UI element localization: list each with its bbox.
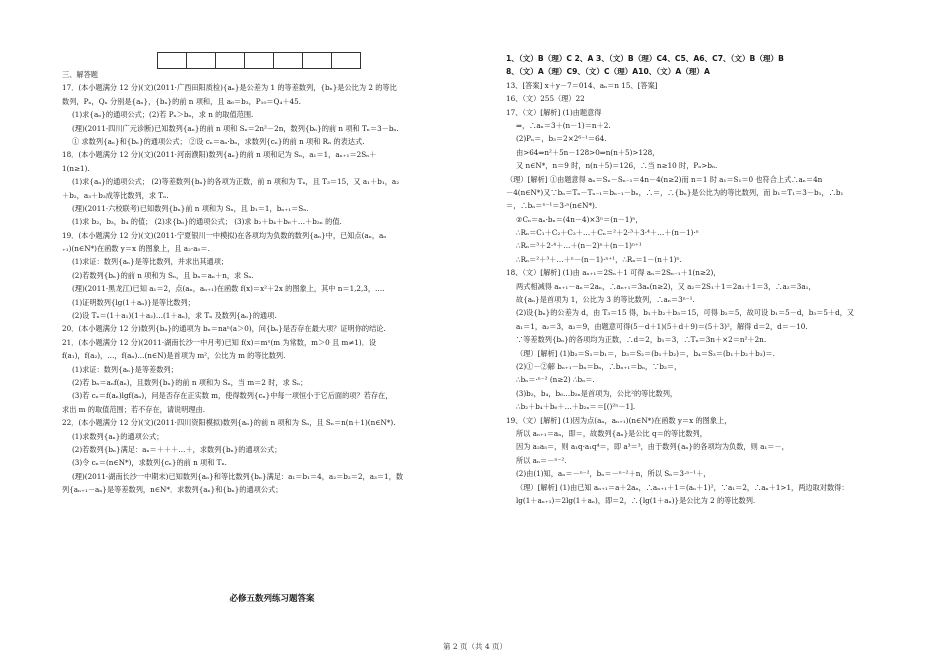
answers-title: 必修五数列练习题答案 xyxy=(229,594,315,604)
text-line: (2)若数列{bₙ}满足：aₙ＝＋＋＋…＋，求数列{bₙ}的通项公式； xyxy=(72,444,282,454)
text-line: ① 求数列{aₙ}和{bₙ}的通项公式； ②设 cₙ＝aₙ·bₙ，求数列{cₙ}的前 n 项和 Rₙ 的表达式. xyxy=(72,136,365,146)
text-line: (2)设 Tₙ＝(1＋a₁)(1＋a₂)…(1＋aₙ)，求 Tₙ 及数列{aₙ}的通项. xyxy=(72,311,277,321)
text-line: (3)b₂，b₄，b₆…b₂ₙ是首项为，公比²的等比数列， xyxy=(516,388,678,398)
answer-list xyxy=(506,52,916,507)
text-line: (1)求数列{aₙ}的通项公式； xyxy=(72,431,164,441)
text-line: ⇒，∴aₙ＝3＋(n－1)＝n＋2. xyxy=(516,120,611,130)
text-line: ②Cₙ＝aₙ·bₙ＝(4n－4)×3ⁿ＝(n－1)ⁿ， xyxy=(516,214,643,224)
text-line: 所以 aₙ₊₁＝aₙ，即＝，故数列{aₙ}是公比 q＝的等比数列， xyxy=(516,428,707,438)
text-line: 19、（文）[解析] (1)因为点(aₙ，aₙ₊₁)(n∈N*)在函数 y＝x 的图象上， xyxy=(506,415,732,425)
text-line: (2)设{bₙ}的公差为 d，由 T₃＝15 得，b₁＋b₂＋b₃＝15，可得 b₂＝5，故可设 b₁＝5－d，b₃＝5＋d，又 xyxy=(516,308,855,318)
text-line: ∴Rₙ＝²＋³＋…＋ⁿ－(n－1)·ⁿ⁺¹，∴Rₙ＝1－(n＋1)ⁿ. xyxy=(516,254,682,264)
left-column xyxy=(62,68,482,497)
text-line: (1)求证：数列{aₙ}是等差数列； xyxy=(72,364,178,374)
text-line: 20．(本小题满分 12 分)数列{bₙ}的通项为 bₙ＝naⁿ(a＞0)，问{bₙ}是否存在最大项？证明你的结论. xyxy=(62,324,386,334)
text-line: ∴bₙ＝·ⁿ⁻² (n≥2) ∴bₙ＝. xyxy=(516,375,595,385)
answer-cell xyxy=(332,53,361,69)
text-line: (2)Pₙ＝，b₃＝2×2⁶⁻¹＝64. xyxy=(516,134,607,144)
text-line: (理)(2011·六校联考)已知数列{bₙ}前 n 项和为 Sₙ，且 b₁＝1，bₙ₊₁＝Sₙ. xyxy=(72,203,309,213)
text-line: 17、（文）[解析] (1)由题意得 xyxy=(506,107,602,117)
answer-cell xyxy=(216,53,245,69)
text-line: a₁＝1，a₂＝3，a₃＝9，由题意可得(5－d＋1)(5＋d＋9)＝(5＋3)²，解得 d＝2，d＝－10. xyxy=(516,321,808,331)
text-line: ∴Rₙ＝³＋2·⁴＋…＋(n－2)ⁿ＋(n－1)ⁿ⁺¹ xyxy=(516,241,642,251)
text-line: (1)证明数列{lg(1＋aₙ)}是等比数列； xyxy=(72,297,195,307)
text-line: (2)①－②解 bₙ₊₁－bₙ＝bₙ，∴bₙ₊₁＝bₙ，∵b₂＝， xyxy=(516,361,682,371)
text-line: ∵等差数列{bₙ}的各项均为正数，∴d＝2，b₁＝3，∴Tₙ＝3n＋×2＝n²＋2n. xyxy=(516,335,767,345)
text-line: 又 n∈N*，n＝9 时，n(n＋5)＝126，∴当 n≥10 时，Pₙ>bₙ. xyxy=(516,161,718,171)
text-line: ∴b₂＋b₄＋b₆＋…＋b₂ₙ＝＝[()²ⁿ－1]. xyxy=(516,402,636,412)
text-line: 21．(本小题满分 12 分)(2011·湖南长沙一中月考)已知 f(x)＝mˣ(m 为常数，m＞0 且 m≠1)．设 xyxy=(62,337,377,347)
text-line: (2)若 bₙ＝aₙf(aₙ)，且数列{bₙ}的前 n 项和为 Sₙ，当 m＝2 时，求 Sₙ； xyxy=(72,377,308,387)
answer-cell xyxy=(158,53,187,69)
text-line: f(a₁)，f(a₂)，…，f(aₙ)…(n∈N)是首项为 m²，公比为 m 的等比数列. xyxy=(62,351,286,361)
section-heading: 三、解答题 xyxy=(62,70,98,79)
text-line: 1、（文）B（理）C 2、A 3、（文）B（理）C4、C5、A6、C7、（文）B（理）B xyxy=(506,54,784,63)
text-line: (1)求{aₙ}的通项公式；(2)若 Pₙ＞bₙ，求 n 的取值范围. xyxy=(72,110,254,120)
text-line: 数列，Pₙ，Qₙ 分别是{aₙ}，{bₙ}的前 n 项和，且 a₆＝b₃，P₁₀＝Q₄＋45. xyxy=(62,96,301,106)
text-line: (2)若数列{bₙ}的前 n 项和为 Sₙ，且 bₙ＝aₙ＋n，求 Sₙ. xyxy=(72,270,254,280)
text-line: 16、（文）255（理）22 xyxy=(506,94,585,104)
text-line: 由>64⇒n²＋5n－128>0⇒n(n＋5)>128， xyxy=(516,147,660,157)
answer-cell xyxy=(187,53,216,69)
page-footer: 第 2 页（共 4 页） xyxy=(442,642,508,651)
text-line: (3)令 cₙ＝(n∈N*)，求数列{cₙ}的前 n 项和 Tₙ. xyxy=(72,458,227,468)
text-line: (3)若 cₙ＝f(aₙ)lgf(aₙ)，问是否存在正实数 m，使得数列{cₙ}中每一项恒小于它后面的项？若存在， xyxy=(72,391,393,401)
text-line: （理）[解析] (1)由已知 aₙ₊₁＝a＋2aₙ，∴aₙ₊₁＋1＝(aₙ＋1)²，∵a₁＝2，∴aₙ＋1>1，两边取对数得： xyxy=(516,482,849,492)
text-line: －4(n∈N*)又∵bₙ＝Tₙ－Tₙ₋₁＝bₙ₋₁－bₙ，∴＝，∴{bₙ}是公比为的等比数列，而 b₁＝T₁＝3－b₁，∴b₁ xyxy=(506,187,844,197)
text-line: (1)求证：数列{aₙ}是等比数列，并求出其通项； xyxy=(72,257,229,267)
text-line: 求出 m 的取值范围；若不存在，请说明理由. xyxy=(62,404,206,414)
text-line: 13、[答案] x＋y－7＝014、aₙ＝n 15、[答案] xyxy=(506,80,658,90)
text-line: 22．(本小题满分 12 分)(文)(2011·四川资阳模拟)数列{aₙ}的前 n 项和为 Sₙ，且 Sₙ＝n(n＋1)(n∈N*). xyxy=(62,418,396,428)
text-line: ＋b₂，a₃＋b₃成等比数列，求 Tₙ. xyxy=(62,190,169,200)
text-line: ∴Rₙ＝C₁＋C₂＋C₃＋…＋Cₙ＝²＋2·³＋3·⁴＋…＋(n－1)·ⁿ xyxy=(516,228,699,238)
table-row xyxy=(158,53,361,69)
text-line: （理）[解析] (1)b₂＝S₁＝b₁＝，b₃＝S₂＝(b₁＋b₂)＝，b₄＝S₃＝(b₁＋b₂＋b₃)＝. xyxy=(516,348,775,358)
answer-cell xyxy=(245,53,274,69)
text-line: (1)求{aₙ}的通项公式； (2)等差数列{bₙ}的各项为正数，前 n 项和为 Tₙ，且 T₃＝15，又 a₁＋b₁，a₂ xyxy=(72,177,400,187)
text-line: (理)(2011·黑龙江)已知 a₁＝2，点(aₙ，aₙ₊₁)在函数 f(x)＝x²＋2x 的图象上，其中 n＝1,2,3，…. xyxy=(72,284,385,294)
text-line: 18、（文）[解析] (1)由 aₙ₊₁＝2Sₙ＋1 可得 aₙ＝2Sₙ₋₁＋1(n≥2)， xyxy=(506,268,721,278)
answer-cell xyxy=(274,53,303,69)
text-line: lg(1＋aₙ₊₁)＝2lg(1＋aₙ)，即＝2，∴{lg(1＋aₙ)}是公比为 2 的等比数列. xyxy=(516,495,756,505)
text-line: 18．(本小题满分 12 分)(文)(2011·河南濮阳)数列{aₙ}的前 n 项和记为 Sₙ，a₁＝1，aₙ₊₁＝2Sₙ＋ xyxy=(62,150,377,160)
text-line: 19．(本小题满分 12 分)(文)(2011·宁夏银川一中模拟)在各项均为负数的数列{aₙ}中，已知点(aₙ，aₙ xyxy=(62,230,387,240)
text-line: 1(n≥1). xyxy=(62,163,90,173)
text-line: (理)(2011·四川广元诊断)已知数列{aₙ}的前 n 项和 Sₙ＝2n²－2n，数列{bₙ}的前 n 项和 Tₙ＝3－bₙ. xyxy=(72,123,399,133)
text-line: 8、（文）A（理）C9、（文）C（理）A10、（文）A（理）A xyxy=(506,67,710,77)
text-line: （理）[解析] ①由题意得 aₙ＝Sₙ－Sₙ₋₁＝4n－4(n≥2)而 n＝1 时 a₁＝S₁＝0 也符合上式∴aₙ＝4n xyxy=(506,174,823,184)
right-column xyxy=(506,52,916,507)
text-line: (2)由(1)知，aₙ＝－ⁿ⁻²，bₙ＝－ⁿ⁻²＋n，所以 Sₙ＝3·ⁿ⁻¹＋， xyxy=(516,469,711,479)
text-line: 所以 aₙ＝－ⁿ⁻². xyxy=(516,455,567,465)
problem-list xyxy=(62,81,482,496)
answer-cell xyxy=(303,53,332,69)
text-line: ₊₁)(n∈N*)在函数 y＝x 的图象上，且 a₂·a₅＝. xyxy=(62,244,210,254)
text-line: 因为 a₂a₅＝，则 a₁q·a₁q⁴＝，即 a³＝³，由于数列{aₙ}的各项均为负数，则 a₁＝－， xyxy=(516,442,789,452)
text-line: ＝，∴bₙ＝ⁿ⁻¹＝3·ⁿ(n∈N*). xyxy=(506,201,598,211)
text-line: 故{aₙ}是首项为 1，公比为 3 的等比数列，∴aₙ＝3ⁿ⁻¹. xyxy=(516,295,695,305)
text-line: 17．(本小题满分 12 分)(文)(2011·广西田阳质检){aₙ}是公差为 1 的等差数列，{bₙ}是公比为 2 的等比 xyxy=(62,83,397,93)
text-line: (1)求 b₂，b₃，b₄ 的值； (2)求{bₙ}的通项公式； (3)求 b₂＋b₄＋b₆＋…＋b₂ₙ 的值. xyxy=(72,217,342,227)
answer-grid-table xyxy=(157,52,361,69)
text-line: (理)(2011·湖南长沙一中期末)已知数列{aₙ}和等比数列{bₙ}满足：a₁＝b₁＝4，a₂＝b₂＝2，a₃＝1，数 xyxy=(72,471,404,481)
text-line: 列{aₙ₊₁－aₙ}是等差数列，n∈N*．求数列{aₙ}和{bₙ}的通项公式； xyxy=(62,485,283,495)
text-line: 两式相减得 aₙ₊₁－aₙ＝2aₙ，∴aₙ₊₁＝3aₙ(n≥2)，又 a₂＝2S₁＋1＝2a₁＋1＝3，∴a₂＝3a₁， xyxy=(516,281,816,291)
